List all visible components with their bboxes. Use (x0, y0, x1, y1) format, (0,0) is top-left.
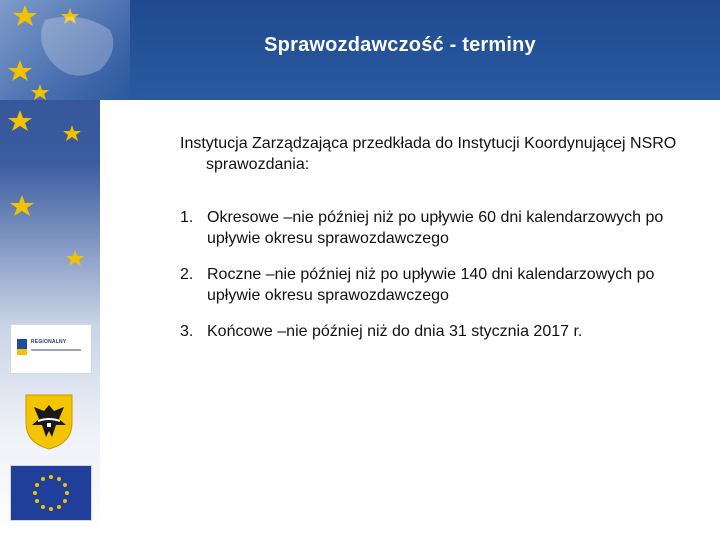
regional-logo-subline (31, 349, 81, 351)
list-item-number: 3. (180, 323, 194, 340)
list-item (180, 264, 690, 306)
list-item-number: 1. (180, 209, 194, 226)
regional-logo-text: REGIONALNY (31, 339, 67, 345)
list-item (180, 207, 690, 249)
eu-flag-icon (10, 465, 92, 521)
intro-text: Instytucja Zarządzająca przedkłada do Instytucji Koordynującej NSRO sprawozdania: (180, 135, 677, 173)
slide-content (180, 133, 690, 357)
deadline-list (180, 207, 690, 342)
list-item-number: 2. (180, 266, 194, 283)
regional-flag-icon (17, 339, 27, 355)
list-item (180, 321, 690, 342)
list-item-text: Okresowe –nie później niż po upływie 60 dni kalendarzowych po upływie okresu sprawozdawczego (207, 209, 664, 247)
list-item-text: Roczne –nie później niż po upływie 140 dni kalendarzowych po upływie okresu sprawozdawczego (207, 266, 655, 304)
decorative-stars-side-icon (0, 100, 100, 310)
lower-silesia-crest-icon (24, 393, 74, 451)
slide-title: Sprawozdawczość - terminy (264, 34, 536, 56)
decorative-stars-top-icon (0, 0, 130, 100)
regional-program-logo (10, 324, 92, 374)
list-item-text: Końcowe –nie później niż do dnia 31 stycznia 2017 r. (207, 323, 583, 340)
